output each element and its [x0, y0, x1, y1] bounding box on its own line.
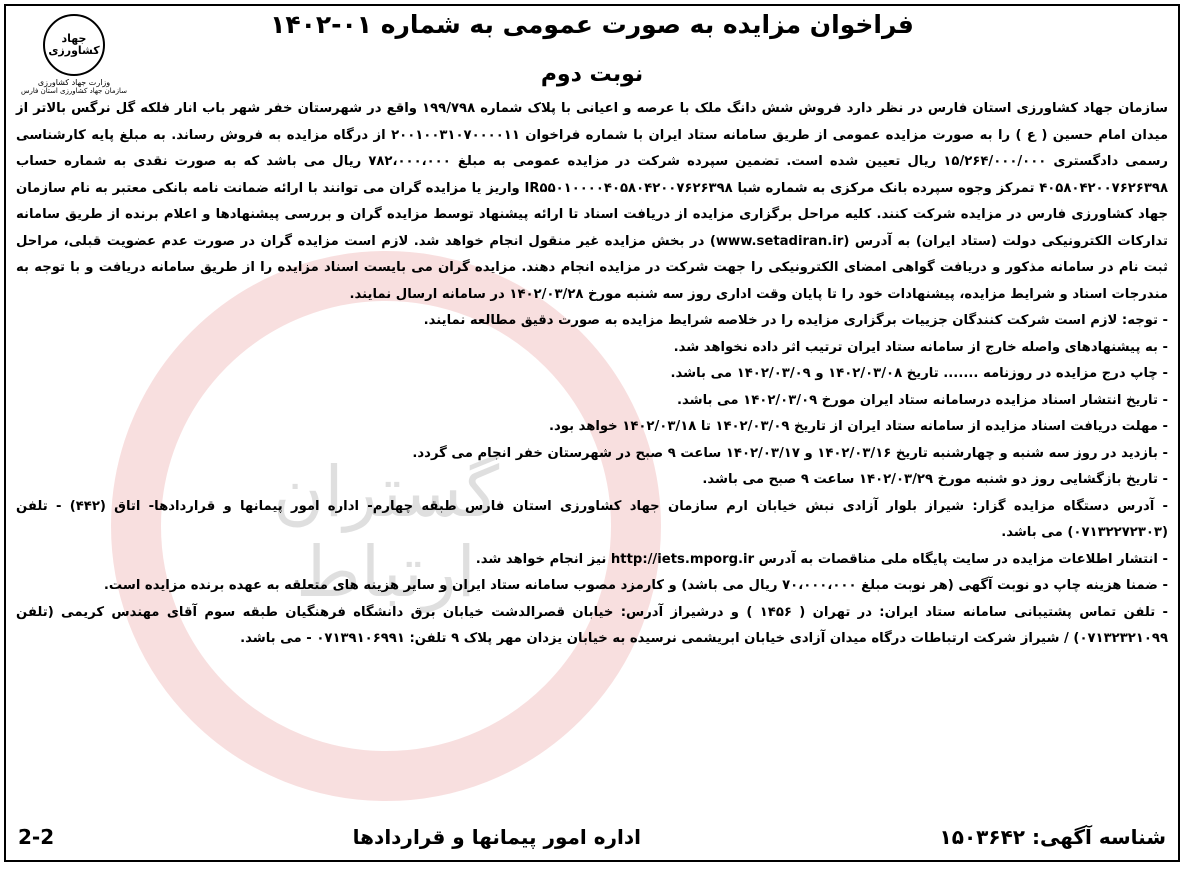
notice-subtitle: نوبت دوم [540, 62, 644, 87]
watermark-text-1: گستران [272, 451, 500, 533]
notice-body [16, 96, 1168, 653]
note-item: - بازدید در روز سه شنبه و چهارشنبه تاریخ ۱۴۰۲/۰۳/۱۶ و ۱۴۰۲/۰۳/۱۷ ساعت ۹ صبح در شهرستان خفر انجام می گردد. [412, 445, 1168, 461]
logo-org-name: سازمان جهاد کشاورزی استان فارس [20, 87, 128, 95]
note-item: - تاریخ بازگشایی روز دو شنبه مورخ ۱۴۰۲/۰۳/۲۹ ساعت ۹ صبح می باشد. [702, 472, 1168, 487]
watermark-text-2: ارتباط [296, 531, 476, 613]
note-item: - به پیشنهادهای واصله خارج از سامانه ستاد ایران ترتیب اثر داده نخواهد شد. [673, 339, 1168, 355]
note-item: - چاپ درج مزایده در روزنامه ....... تاریخ ۱۴۰۲/۰۳/۰۸ و ۱۴۰۲/۰۳/۰۹ می باشد. [670, 366, 1168, 381]
logo-circle-bottom: کشاورزی [48, 44, 100, 57]
logo-ministry-name: وزارت جهاد کشاورزی [37, 78, 111, 87]
note-item: - ضمنا هزینه چاپ دو نوبت آگهی (هر نوبت مبلغ ۷۰،۰۰۰،۰۰۰ ریال می باشد) و کارمزد مصوب سامانه ستاد ایران و سایر هزینه های متعلقه به عهده برنده مزایده است. [103, 578, 1168, 593]
department-name: اداره امور پیمانها و قراردادها [352, 825, 642, 849]
notes-list [16, 308, 1168, 653]
auction-notice-page [4, 4, 1180, 862]
note-item: - تلفن تماس پشتیبانی سامانه ستاد ایران: در تهران ( ۱۴۵۶ ) و درشیراز آدرس: خیابان قصرالدشت خیابان برق دانشگاه فرهنگیان طبقه سوم آقای مهندس کریمی (تلفن ۰۷۱۳۲۳۲۱۰۹۹) / شیراز شرکت ارتباطات درگاه میدان آزادی خیابان ابریشمی نرسیده به خیابان یزدان مهر پلاک ۹ تلفن: ۰۷۱۳۹۱۰۶۹۹۱ - می باشد. [16, 604, 1169, 646]
note-item: - توجه: لازم است شرکت کنندگان جزییات برگزاری مزایده را در خلاصه شرایط مزایده به صورت دقیق مطالعه نمایند. [423, 313, 1168, 328]
note-item: - آدرس دستگاه مزایده گزار: شیراز بلوار آزادی نبش خیابان ارم سازمان جهاد کشاورزی استان فارس طبقه چهارم- اداره امور پیمانها و قراردادها- اتاق (۴۴۲) - تلفن (۰۷۱۳۲۲۷۲۳۰۳) می باشد. [16, 498, 1168, 540]
logo-emblem [43, 14, 105, 76]
page-number: 2-2 [18, 825, 55, 849]
notice-footer [18, 820, 1166, 854]
logo-circle-top: جهاد [61, 31, 87, 45]
note-item: - انتشار اطلاعات مزایده در سایت پایگاه ملی مناقصات به آدرس http://iets.mporg.ir نیز انجام خواهد شد. [475, 551, 1168, 567]
main-paragraph: سازمان جهاد کشاورزی استان فارس در نظر دارد فروش شش دانگ ملک با عرصه و اعیانی با پلاک شماره ۱۹۹/۷۹۸ واقع در شهرستان خفر شهر باب انار فلکه گل نرگس بالاتر از میدان امام حسین ( ع ) را به صورت مزایده عمومی از طریق سامانه ستاد ایران با شماره فراخوان ۲۰۰۱۰۰۳۱۰۷۰۰۰۰۱۱ از درگاه مزایده به فروش رساند. به مبلغ پایه کارشناسی رسمی دادگستری ۱۵/۲۶۴/۰۰۰/۰۰۰ ریال تعیین شده است. تضمین سپرده شرکت در مزایده عمومی به مبلغ ۷۸۲،۰۰۰،۰۰۰ ریال می باشد که به صورت نقدی به شماره حساب ۴۰۵۸۰۴۲۰۰۷۶۲۶۳۹۸ تمرکز وجوه سپرده بانک مرکزی به شماره شبا IR۵۵۰۱۰۰۰۰۴۰۵۸۰۴۲۰۰۷۶۲۶۳۹۸ واریز یا مزایده گران می توانند با ارائه ضمانت نامه بانکی معتبر به نام سازمان جهاد کشاورزی فارس در مزایده شرکت کنند. کلیه مراحل برگزاری مزایده از دریافت اسناد تا ارائه پیشنهاد توسط مزایده گران و بررسی پیشنهادها و اعلام برنده از طریق سامانه تدارکات الکترونیکی دولت (ستاد ایران) به آدرس (www.setadiran.ir) در بخش مزایده غیر منقول انجام خواهد شد. لازم است مزایده گران در صورت عدم عضویت قبلی، مراحل ثبت نام در سامانه مذکور و دریافت گواهی امضای الکترونیکی را جهت شرکت در مزایده انجام دهند. مزایده گران می بایست اسناد مزایده را از طریق سامانه دریافت و با توجه به مندرجات اسناد و شرایط مزایده، پیشنهادات خود را تا پایان وقت اداری روز سه شنبه مورخ ۱۴۰۲/۰۳/۲۸ در سامانه ارسال نمایند. [16, 101, 1169, 302]
note-item: - مهلت دریافت اسناد مزایده از سامانه ستاد ایران از تاریخ ۱۴۰۲/۰۳/۰۹ تا ۱۴۰۲/۰۳/۱۸ خواهد بود. [549, 419, 1168, 434]
notice-title: فراخوان مزایده به صورت عمومی به شماره ۰۱-۱۴۰۲ [270, 10, 914, 39]
note-item: - تاریخ انتشار اسناد مزایده درسامانه ستاد ایران مورخ ۱۴۰۲/۰۳/۰۹ می باشد. [676, 392, 1168, 408]
ad-id: شناسه آگهی: ۱۵۰۳۶۴۲ [939, 825, 1166, 849]
